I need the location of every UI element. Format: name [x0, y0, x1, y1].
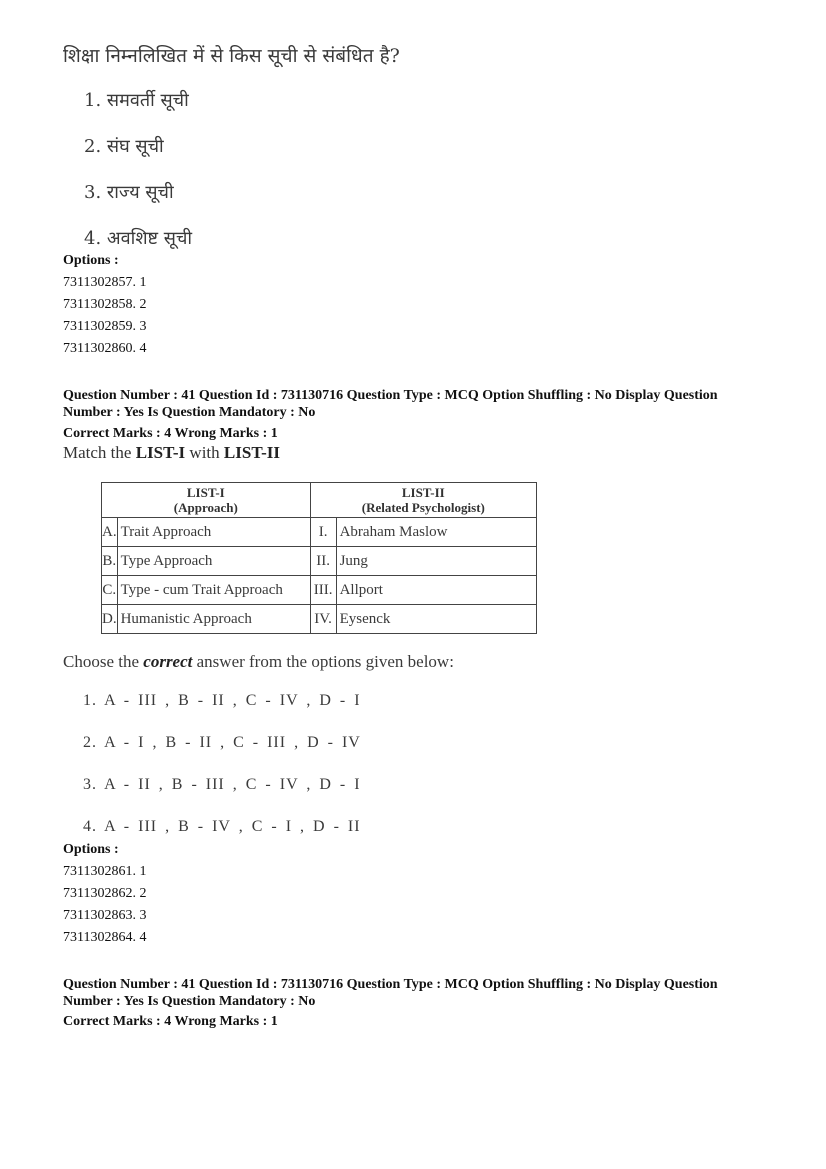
option-id: 7311302861. 1 [63, 864, 147, 879]
table-row: C. Type - cum Trait Approach III. Allport [102, 576, 537, 605]
marks-line: Correct Marks : 4 Wrong Marks : 1 [63, 426, 278, 441]
choice-2: 2. A - I , B - II , C - III , D - IV [83, 734, 361, 751]
question-text: शिक्षा निम्नलिखित में से किस सूची से संबंधित है? [63, 45, 400, 67]
question-meta: Question Number : 41 Question Id : 731130716 Question Type : MCQ Option Shuffling : No Display Question [63, 388, 718, 403]
choice-3: 3. राज्य सूची [84, 182, 174, 203]
list1-header: LIST-I (Approach) [102, 483, 311, 518]
choice-4: 4. A - III , B - IV , C - I , D - II [83, 818, 361, 835]
match-table [101, 482, 537, 634]
question-meta: Question Number : 41 Question Id : 731130716 Question Type : MCQ Option Shuffling : No Display Question [63, 977, 718, 992]
choice-1: 1. समवर्ती सूची [84, 90, 189, 111]
table-row: B. Type Approach II. Jung [102, 547, 537, 576]
choice-1: 1. A - III , B - II , C - IV , D - I [83, 692, 361, 709]
marks-line: Correct Marks : 4 Wrong Marks : 1 [63, 1014, 278, 1029]
table-row: D. Humanistic Approach IV. Eysenck [102, 605, 537, 634]
choice-4: 4. अवशिष्ट सूची [84, 228, 193, 249]
question-meta-cont: Number : Yes Is Question Mandatory : No [63, 994, 316, 1009]
options-label: Options : [63, 253, 119, 268]
table-header-row [102, 483, 537, 518]
option-id: 7311302862. 2 [63, 886, 147, 901]
choice-3: 3. A - II , B - III , C - IV , D - I [83, 776, 361, 793]
list2-header: LIST-II (Related Psychologist) [310, 483, 536, 518]
option-id: 7311302860. 4 [63, 341, 147, 356]
table-row: A. Trait Approach I. Abraham Maslow [102, 518, 537, 547]
question-meta-cont: Number : Yes Is Question Mandatory : No [63, 405, 316, 420]
option-id: 7311302858. 2 [63, 297, 147, 312]
choose-instruction: Choose the correct answer from the options given below: [63, 652, 454, 671]
option-id: 7311302859. 3 [63, 319, 147, 334]
option-id: 7311302863. 3 [63, 908, 147, 923]
choice-2: 2. संघ सूची [84, 136, 164, 157]
option-id: 7311302864. 4 [63, 930, 147, 945]
options-label: Options : [63, 842, 119, 857]
match-instruction: Match the LIST-I with LIST-II [63, 443, 280, 462]
option-id: 7311302857. 1 [63, 275, 147, 290]
